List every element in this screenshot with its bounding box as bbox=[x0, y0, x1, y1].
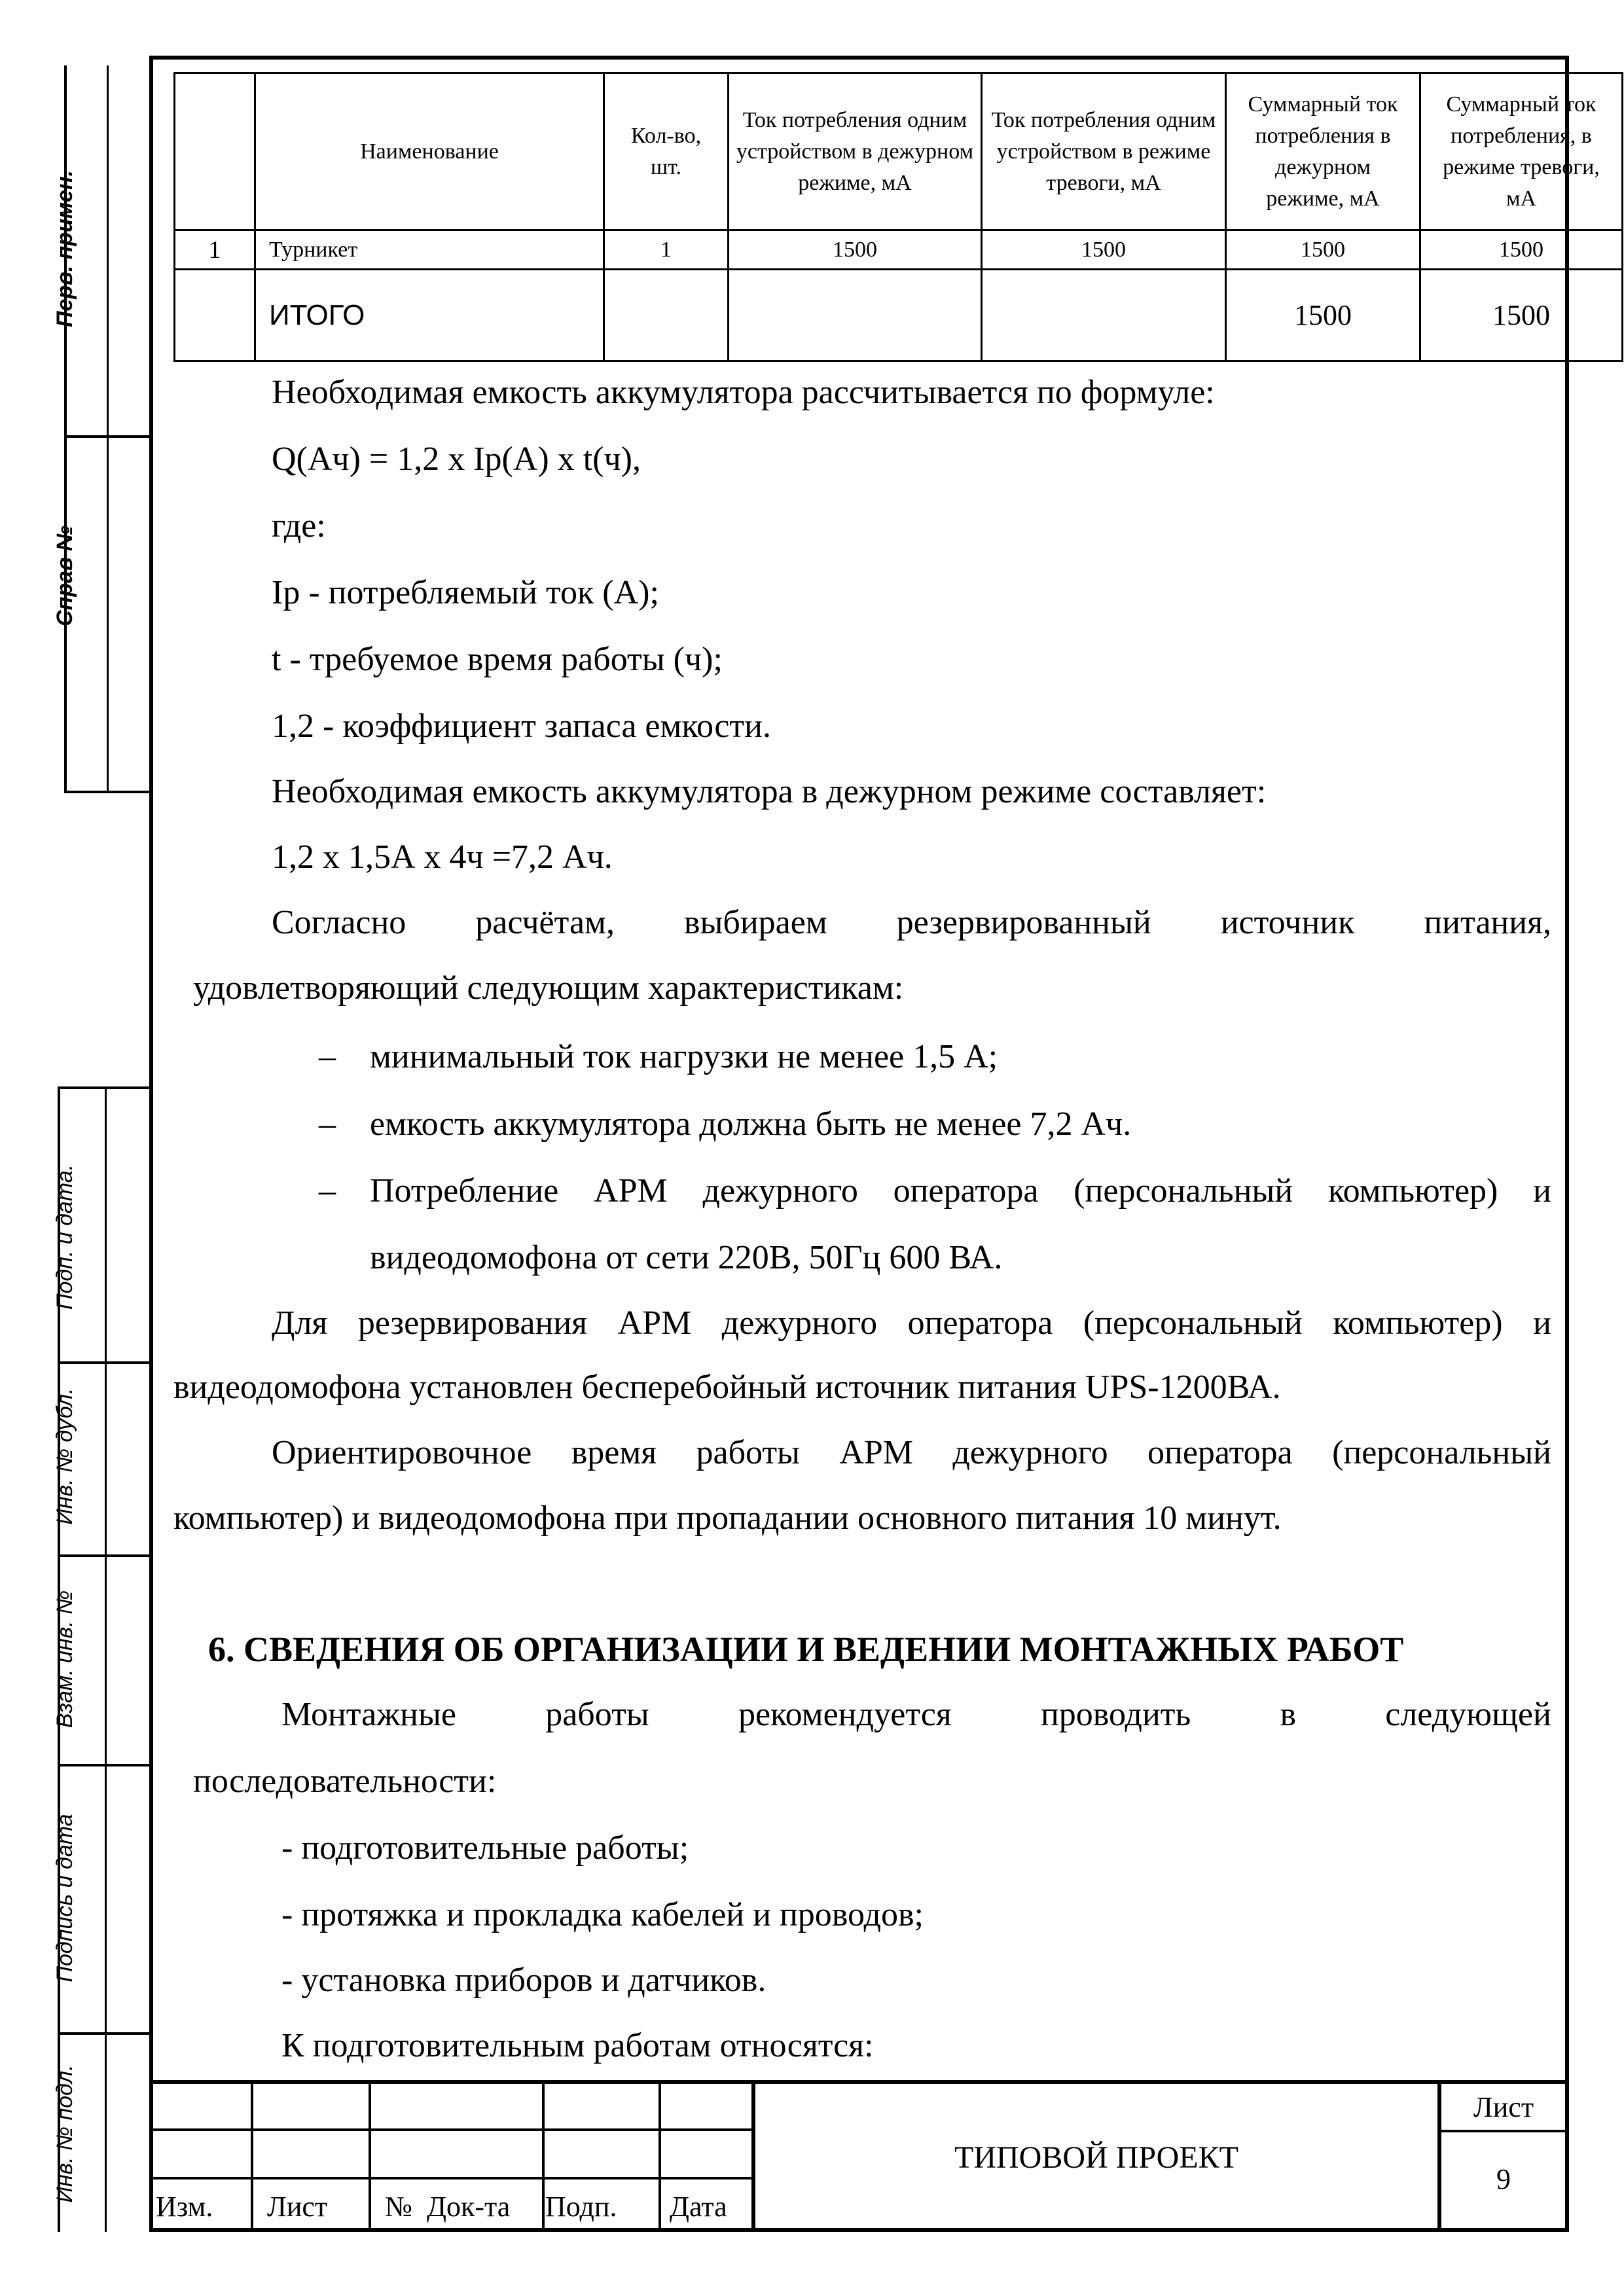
side-label-inv-dubl: Инв. № дубл. bbox=[52, 1388, 77, 1525]
word: компьютер) bbox=[1327, 1172, 1498, 1210]
side-label-vzam-inv: Взам. инв. № bbox=[52, 1590, 77, 1729]
table-cell bbox=[729, 270, 982, 361]
table-cell: 1500 bbox=[729, 230, 982, 270]
text-line: 1,2 х 1,5А х 4ч =7,2 Ач. bbox=[272, 838, 613, 876]
word: проводить bbox=[1040, 1696, 1191, 1733]
word: резервирования bbox=[357, 1304, 588, 1342]
stamp-data-label: Дата bbox=[670, 2191, 727, 2223]
text-line: К подготовительным работам относятся: bbox=[281, 2027, 874, 2064]
stamp-divider bbox=[251, 2084, 253, 2232]
side-divider-top bbox=[107, 65, 109, 793]
side-sep-top bbox=[64, 435, 149, 438]
word: работы bbox=[545, 1696, 649, 1733]
stamp-hline bbox=[149, 2128, 751, 2131]
table-header-cell: Суммарный ток потребления, в режиме тревоги, мА bbox=[1420, 73, 1623, 230]
bullet-item: минимальный ток нагрузки не менее 1,5 А; bbox=[370, 1038, 998, 1075]
text-line: Необходимая емкость аккумулятора в дежурном режиме составляет: bbox=[272, 773, 1267, 810]
stamp-divider bbox=[542, 2084, 545, 2232]
text-line: 1,2 - коэффициент запаса емкости. bbox=[272, 708, 771, 745]
stamp-hline bbox=[1437, 2130, 1565, 2132]
text-line: последовательности: bbox=[193, 1763, 497, 1800]
side-label-perv-primen: Перв. примен. bbox=[52, 170, 77, 327]
text-line: видеодомофона установлен бесперебойный источник питания UPS-1200ВА. bbox=[173, 1369, 1281, 1406]
word: АРМ bbox=[594, 1172, 668, 1210]
justified-line bbox=[272, 903, 1551, 942]
word: Ориентировочное bbox=[272, 1434, 532, 1471]
bullet-item: емкость аккумулятора должна быть не менее 7,2 Ач. bbox=[370, 1105, 1132, 1143]
stamp-izm-label: Изм. bbox=[156, 2191, 213, 2223]
word: и bbox=[1533, 1172, 1551, 1210]
word: оператора bbox=[1147, 1434, 1293, 1471]
table-total-row bbox=[175, 270, 1623, 361]
bullet-dash: – bbox=[319, 1105, 336, 1143]
table-cell bbox=[175, 270, 255, 361]
bullet-dash: – bbox=[319, 1038, 336, 1075]
word: питания, bbox=[1424, 904, 1551, 941]
word: Для bbox=[272, 1304, 328, 1342]
text-line: t - требуемое время работы (ч); bbox=[272, 641, 723, 678]
text-line: компьютер) и видеодомофона при пропадании основного питания 10 минут. bbox=[173, 1499, 1282, 1537]
word: резервированный bbox=[896, 904, 1151, 941]
word: дежурного bbox=[702, 1172, 858, 1210]
word: Монтажные bbox=[281, 1696, 456, 1733]
stamp-sheet-label: Лист bbox=[1473, 2091, 1534, 2123]
stamp-doc-label: № Док-та bbox=[385, 2191, 511, 2223]
table-header-cell: Кол-во, шт. bbox=[604, 73, 729, 230]
list-item: - подготовительные работы; bbox=[281, 1829, 689, 1867]
justified-line bbox=[281, 1695, 1551, 1734]
word: (персональный bbox=[1083, 1304, 1303, 1342]
stamp-list-label: Лист bbox=[267, 2191, 328, 2223]
word: в bbox=[1280, 1696, 1297, 1733]
stamp-title: ТИПОВОЙ ПРОЕКТ bbox=[954, 2140, 1238, 2175]
word: источник bbox=[1220, 904, 1355, 941]
stamp-podp-label: Подп. bbox=[545, 2191, 617, 2223]
table-cell: Турникет bbox=[255, 230, 604, 270]
word: работы bbox=[696, 1434, 800, 1471]
word: (персональный bbox=[1332, 1434, 1551, 1471]
table-header-cell: Наименование bbox=[255, 73, 604, 230]
list-item: - протяжка и прокладка кабелей и проводов; bbox=[281, 1896, 924, 1933]
table-cell: 1 bbox=[604, 230, 729, 270]
word: АРМ bbox=[617, 1304, 692, 1342]
list-item: - установка приборов и датчиков. bbox=[281, 1962, 767, 1999]
side-divider-bottom bbox=[105, 1086, 107, 2232]
stamp-divider bbox=[659, 2084, 661, 2232]
word: расчётам, bbox=[475, 904, 615, 941]
word: дежурного bbox=[721, 1304, 878, 1342]
word: Согласно bbox=[272, 904, 406, 941]
text-line: Необходимая емкость аккумулятора рассчитывается по формуле: bbox=[272, 374, 1215, 411]
word: и bbox=[1533, 1304, 1551, 1342]
text-line: удовлетворяющий следующим характеристикам: bbox=[193, 969, 904, 1007]
stamp-page-number: 9 bbox=[1496, 2163, 1511, 2195]
table-header-cell: Суммарный ток потребления в дежурном режиме, мА bbox=[1226, 73, 1420, 230]
bullet-dash: – bbox=[319, 1172, 336, 1210]
word: следующей bbox=[1385, 1696, 1551, 1733]
word: оператора bbox=[893, 1172, 1039, 1210]
word: Потребление bbox=[370, 1172, 559, 1210]
table-cell: 1500 bbox=[1420, 230, 1623, 270]
table-header-row bbox=[175, 73, 1623, 230]
word: рекомендуется bbox=[738, 1696, 952, 1733]
table-cell: 1500 bbox=[1226, 270, 1420, 361]
word: оператора bbox=[907, 1304, 1053, 1342]
table-header-cell: Ток потребления одним устройством в дежурном режиме, мА bbox=[729, 73, 982, 230]
text-line: Ip - потребляемый ток (А); bbox=[272, 574, 659, 611]
word: время bbox=[571, 1434, 657, 1471]
side-label-podpis-data: Подпись и дата bbox=[52, 1814, 77, 1982]
justified-line bbox=[272, 1433, 1551, 1473]
table-cell: 1500 bbox=[1420, 270, 1623, 361]
table-cell: 1 bbox=[175, 230, 255, 270]
side-label-inv-podl: Инв. № подл. bbox=[52, 2064, 77, 2203]
table-cell bbox=[604, 270, 729, 361]
word: дежурного bbox=[952, 1434, 1108, 1471]
table-cell: 1500 bbox=[982, 230, 1226, 270]
current-table bbox=[173, 72, 1623, 362]
formula: Q(Ач) = 1,2 х Ip(А) х t(ч), bbox=[272, 440, 641, 478]
table-cell: ИТОГО bbox=[255, 270, 604, 361]
side-label-sprav: Справ № bbox=[52, 526, 77, 626]
text-line: где: bbox=[272, 507, 326, 545]
word: АРМ bbox=[839, 1434, 914, 1471]
section-heading: 6. СВЕДЕНИЯ ОБ ОРГАНИЗАЦИИ И ВЕДЕНИИ МОНТАЖНЫХ РАБОТ bbox=[208, 1630, 1404, 1669]
table-cell bbox=[982, 270, 1226, 361]
table-cell: 1500 bbox=[1226, 230, 1420, 270]
word: (персональный bbox=[1074, 1172, 1293, 1210]
table-header-cell: Ток потребления одним устройством в режиме тревоги, мА bbox=[982, 73, 1226, 230]
bullet-item bbox=[370, 1172, 1551, 1211]
text-line: видеодомофона от сети 220В, 50Гц 600 ВА. bbox=[370, 1239, 1003, 1276]
title-block bbox=[149, 2080, 1569, 2232]
table-header-cell bbox=[175, 73, 255, 230]
side-label-podp-data: Подп. и дата. bbox=[52, 1164, 77, 1310]
word: выбираем bbox=[683, 904, 827, 941]
table-row bbox=[175, 230, 1623, 270]
word: компьютер) bbox=[1333, 1304, 1503, 1342]
justified-line bbox=[272, 1304, 1551, 1343]
stamp-divider bbox=[369, 2084, 371, 2232]
stamp-hline bbox=[149, 2177, 751, 2179]
